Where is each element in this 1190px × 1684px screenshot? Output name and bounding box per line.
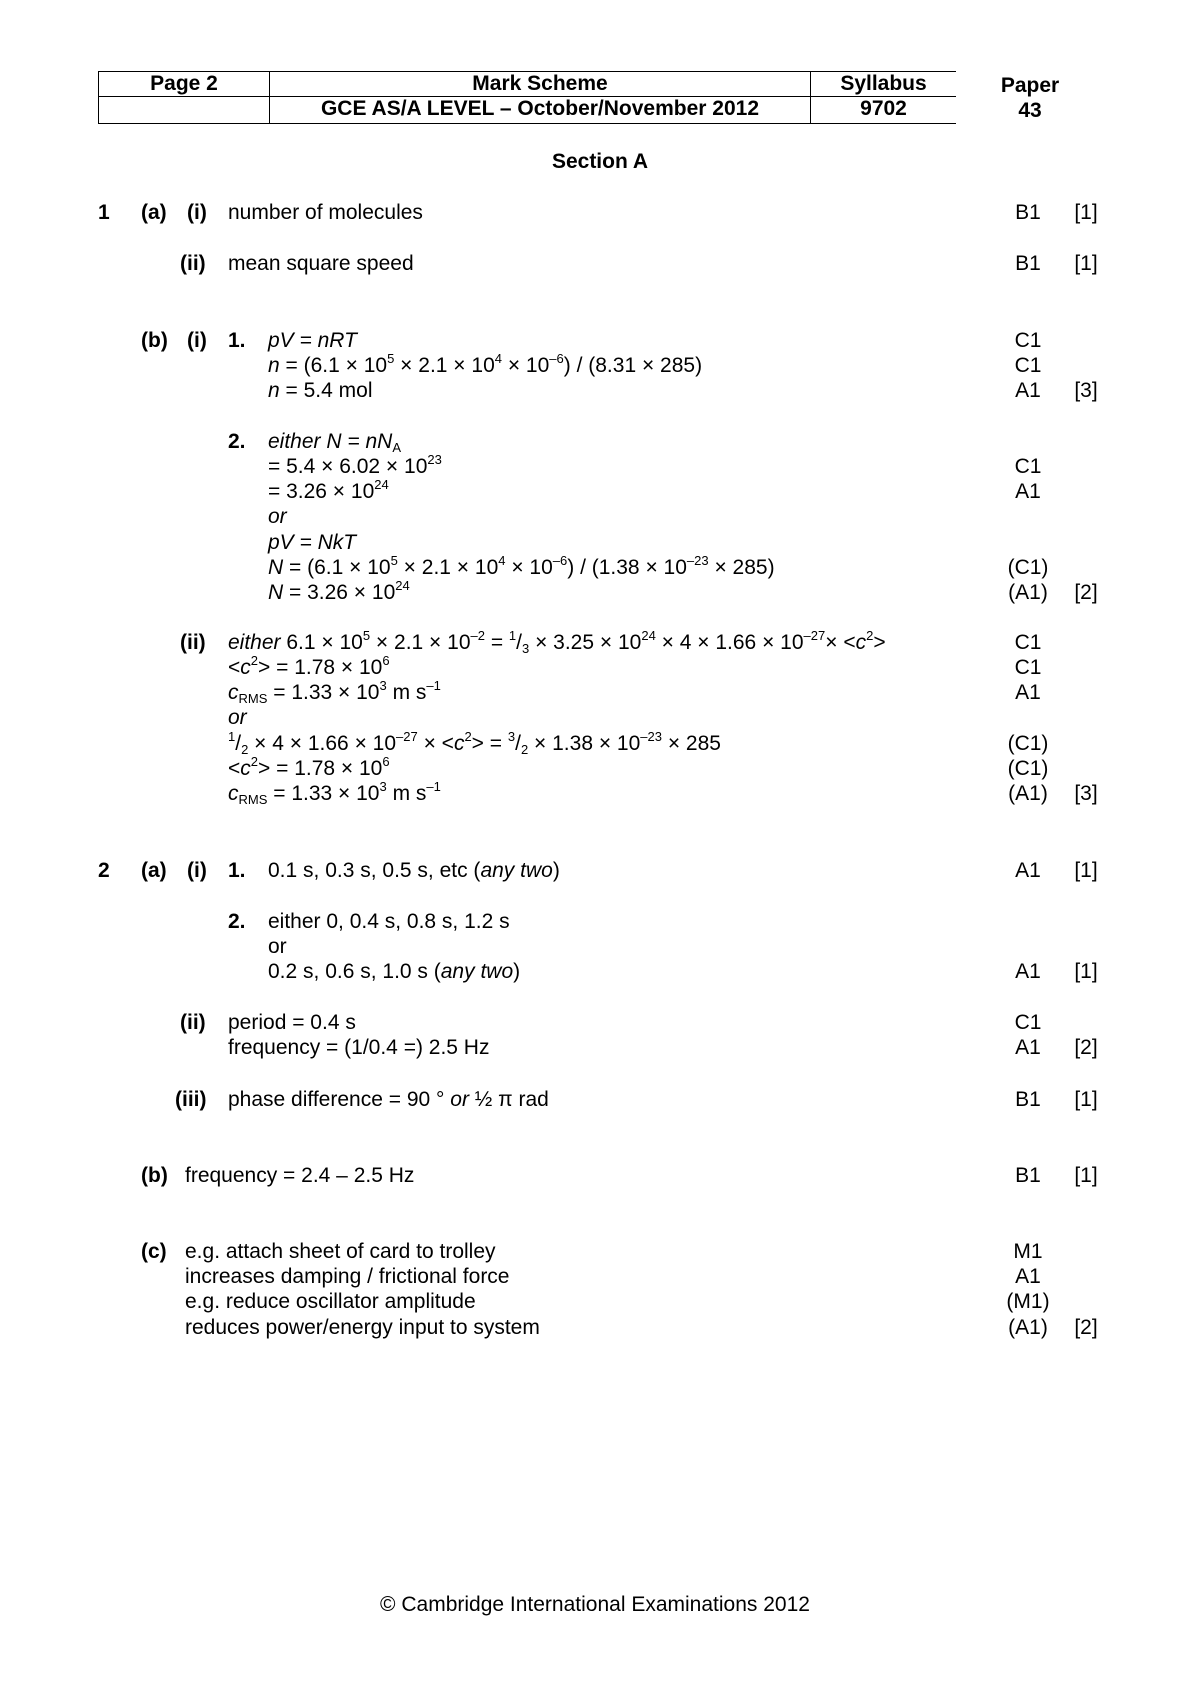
q2-b-label: (b) (141, 1164, 168, 1187)
eq-part: × 1.38 × 10 (528, 732, 641, 755)
var-c: c (228, 681, 239, 704)
q1-b-ii-mark-6: (A1) (1008, 782, 1048, 805)
q2-a-ii-label: (ii) (180, 1011, 206, 1034)
exp: 6 (382, 653, 390, 668)
exp: 2 (866, 628, 874, 643)
q2-a-i-2-total: [1] (1074, 960, 1098, 983)
exp: 5 (362, 628, 371, 643)
eq-part: × 4 × 1.66 × 10 (248, 732, 397, 755)
q1-b-i-2-line6 (268, 555, 775, 581)
q2-c-label: (c) (141, 1240, 167, 1263)
var-c: c (453, 732, 465, 755)
q2-a-iii-label: (iii) (175, 1088, 207, 1111)
q2-a-iii-text (228, 1087, 549, 1113)
q1-b-i-label: (i) (187, 329, 207, 352)
q2-c-mark-4: (A1) (1008, 1316, 1048, 1339)
exp: 24 (641, 628, 656, 643)
q2-c-total: [2] (1074, 1316, 1098, 1339)
eq-part: × 2.1 × 10 (394, 354, 495, 377)
q2-b-mark: B1 (1015, 1164, 1041, 1187)
exp: 2 (464, 729, 472, 744)
q2-a-i-1-mark: A1 (1015, 859, 1041, 882)
frac-den: 2 (241, 742, 249, 757)
text-part: ) (552, 859, 560, 882)
header-subtitle-text: GCE AS/A LEVEL – October/November 2012 (320, 97, 760, 120)
q1-a-ii-mark: B1 (1015, 252, 1041, 275)
exp: –23 (640, 729, 662, 744)
q1-a-i-text: number of molecules (228, 201, 423, 224)
header-title-text: Mark Scheme (472, 72, 608, 95)
exp: 24 (395, 578, 410, 593)
eq-part: × 285) (708, 556, 775, 579)
header-syllabus-code (810, 96, 956, 124)
q2-c-mark-3: (M1) (1006, 1290, 1050, 1313)
q1-b-ii-line7 (228, 781, 441, 807)
text-part: ) (513, 960, 521, 983)
text-part: phase difference = 90 ° (228, 1088, 451, 1111)
text-part: 0.1 s, 0.3 s, 0.5 s, etc ( (268, 859, 481, 882)
header-syllabus-label (810, 71, 956, 97)
eq-part: × 4 × 1.66 × 10 (655, 631, 804, 654)
q1-b-ii-line6 (228, 756, 390, 782)
exp: 5 (387, 351, 395, 366)
q1-b-ii-mark-5: (C1) (1007, 757, 1049, 780)
q2-a-ii-total: [2] (1074, 1036, 1098, 1059)
q1-b-ii-mark-4: (C1) (1007, 732, 1049, 755)
q2-a-i-1-text (268, 858, 560, 884)
q2-number: 2 (98, 859, 110, 882)
q2-a-i-label: (i) (187, 859, 207, 882)
frac-num: 3 (507, 729, 516, 744)
q1-a-i-label: (i) (187, 201, 207, 224)
var-c: c (240, 656, 251, 679)
header-page (98, 71, 270, 97)
either-word: either (228, 631, 281, 654)
q2-c-line3: e.g. reduce oscillator amplitude (185, 1290, 476, 1313)
eq-part: × 2.1 × 10 (370, 631, 471, 654)
text-italic: any two (480, 859, 553, 882)
q1-b-i-2-mark-4: (A1) (1008, 581, 1048, 604)
q2-a-i-1-label: 1. (228, 859, 246, 882)
q1-b-i-2-line7 (268, 580, 410, 606)
q1-b-ii-label: (ii) (180, 631, 206, 654)
q1-a-i-total: [1] (1074, 201, 1098, 224)
q2-a-ii-mark-2: A1 (1015, 1036, 1041, 1059)
q2-b-text: frequency = 2.4 – 2.5 Hz (185, 1164, 415, 1187)
var-c: c (228, 782, 239, 805)
q1-b-i-1-label: 1. (228, 329, 246, 352)
q1-b-ii-mark-2: C1 (1014, 656, 1042, 679)
text-italic: any two (440, 960, 514, 983)
var-n: n (268, 354, 280, 377)
eq-part: = 3.26 × 10 (268, 480, 375, 503)
q1-a-i-mark: B1 (1015, 201, 1041, 224)
q2-a-i-2-line2: or (268, 935, 287, 958)
header-page-text: Page 2 (150, 72, 218, 95)
q1-b-i-2-mark-3: (C1) (1007, 556, 1049, 579)
q2-c-mark-2: A1 (1015, 1265, 1041, 1288)
eq-part: < (228, 656, 241, 679)
exp: –1 (426, 779, 441, 794)
eq-part: = (6.1 × 10 (283, 556, 391, 579)
q2-a-i-2-mark: A1 (1015, 960, 1041, 983)
text-italic: or (450, 1088, 469, 1111)
q1-b-i-2-line3 (268, 479, 389, 505)
q2-a-ii-line2: frequency = (1/0.4 =) 2.5 Hz (228, 1036, 490, 1059)
eq-part: × 285 (662, 732, 721, 755)
eq-part: = 1.33 × 10 (267, 782, 380, 805)
q2-a-iii-mark: B1 (1015, 1088, 1041, 1111)
q2-a-i-2-label: 2. (228, 910, 246, 933)
header-title (269, 71, 811, 97)
q2-a-iii-total: [1] (1074, 1088, 1098, 1111)
q1-b-ii-line1: either $6.1 \times 10^5 \times 2.1 \times 10^{-2} = ^1/_3 \times 3.25 \times 10^{24} \times 4 \times 1.66 \times 10^{-27}\times <c^2>$ (228, 628, 886, 656)
q2-a-ii-line1: period = 0.4 s (228, 1011, 356, 1034)
footer-copyright: © Cambridge International Examinations 2012 (380, 1593, 810, 1616)
exp: 5 (390, 553, 398, 568)
q1-number: 1 (98, 201, 110, 224)
var-N: N (268, 581, 284, 604)
q1-b-ii-total: [3] (1074, 782, 1098, 805)
eq-part: < (228, 757, 241, 780)
q1-b-i-2-mark-2: A1 (1015, 480, 1041, 503)
eq-part: > (873, 631, 886, 654)
eq-part: > = (471, 732, 508, 755)
frac-den: 2 (520, 742, 529, 757)
eq-part: = 3.26 × 10 (283, 581, 396, 604)
exp: 3 (379, 678, 387, 693)
q1-b-ii-line5: $^1/_2 \times 4 \times 1.66 \times 10^{-27} \times <c^2> = ^3/_2 \times 1.38 \times 10^{-23} \times 285$ (228, 729, 721, 757)
exp: 6 (382, 754, 390, 769)
q1-b-ii-line2 (228, 655, 390, 681)
eq-part: × < (825, 631, 856, 654)
eq-part: m s (386, 681, 427, 704)
var-c: c (240, 757, 251, 780)
exp: 4 (498, 553, 506, 568)
q1-b-i-1-line2 (268, 353, 702, 379)
q1-b-i-2-label: 2. (228, 430, 246, 453)
eq-part: × 10 (502, 354, 550, 377)
q2-a-ii-mark-1: C1 (1014, 1011, 1042, 1034)
subscript: RMS (238, 792, 268, 807)
exp: 2 (250, 653, 258, 668)
exp: 23 (427, 452, 442, 467)
q1-b-i-1-total: [3] (1074, 379, 1098, 402)
exp: 4 (494, 351, 502, 366)
exp: 2 (250, 754, 258, 769)
text-part: ½ π rad (468, 1088, 549, 1111)
header-page-empty (98, 96, 270, 124)
q1-b-i-1-line3 (268, 378, 373, 404)
header-subtitle (269, 96, 811, 124)
exp: –1 (426, 678, 441, 693)
q1-b-i-2-line1 (268, 429, 401, 455)
q1-a-ii-label: (ii) (180, 252, 206, 275)
subscript: A (392, 440, 401, 455)
text-part: 0.2 s, 0.6 s, 1.0 s ( (268, 960, 441, 983)
q1-b-i-2-or: or (268, 505, 287, 528)
eq-part: > = 1.78 × 10 (258, 656, 383, 679)
var-N: N (268, 556, 284, 579)
var-n: n (268, 379, 280, 402)
eq-part: × < (417, 732, 454, 755)
q1-b-i-2-line5: pV = NkT (268, 531, 357, 554)
eq-part: × 10 (505, 556, 553, 579)
q1-b-ii-mark-1: C1 (1014, 631, 1042, 654)
exp: –6 (549, 351, 564, 366)
eq-part: > = 1.78 × 10 (258, 757, 383, 780)
q1-b-i-1-line1: pV = nRT (268, 329, 357, 352)
q1-b-i-2-line2 (268, 454, 442, 480)
q1-a-ii-total: [1] (1074, 252, 1098, 275)
eq-part: = 1.33 × 10 (267, 681, 380, 704)
eq-part: = (484, 631, 509, 654)
q1-b-i-1-mark-1: C1 (1014, 329, 1042, 352)
q2-a-i-2-line3 (268, 959, 520, 985)
eq-part: = 5.4 mol (279, 379, 373, 402)
q1-b-ii-line3 (228, 680, 441, 706)
exp: 3 (379, 779, 387, 794)
q2-b-total: [1] (1074, 1164, 1098, 1187)
q2-c-line4: reduces power/energy input to system (185, 1316, 540, 1339)
q1-a-label: (a) (141, 201, 167, 224)
q1-b-i-1-mark-2: C1 (1014, 354, 1042, 377)
subscript: RMS (238, 691, 268, 706)
exp: –6 (552, 553, 568, 568)
q1-b-i-2-mark-1: C1 (1014, 455, 1042, 478)
header-syllabus-code-text: 9702 (860, 97, 907, 120)
q2-c-mark-1: M1 (1013, 1240, 1043, 1263)
header-syllabus-label-text: Syllabus (840, 72, 927, 95)
q2-a-label: (a) (141, 859, 167, 882)
frac-den: 3 (522, 641, 530, 656)
eq-part: ) / (1.38 × 10 (567, 556, 687, 579)
var-c: c (855, 631, 867, 654)
exp: 24 (374, 477, 389, 492)
eq-part: 6.1 × 10 (280, 631, 363, 654)
eq-part: ) / (8.31 × 285) (563, 354, 703, 377)
header-paper-label: Paper (1000, 74, 1060, 97)
eq-part: N = nN (320, 430, 393, 453)
q1-b-ii-or: or (228, 706, 247, 729)
eq-part: × 2.1 × 10 (397, 556, 499, 579)
eq-part: m s (386, 782, 427, 805)
section-title: Section A (551, 150, 649, 173)
eq-part: = 5.4 × 6.02 × 10 (268, 455, 428, 478)
exp: –2 (470, 628, 485, 643)
q1-b-i-2-total: [2] (1074, 581, 1098, 604)
q2-a-i-1-total: [1] (1074, 859, 1098, 882)
q2-c-line1: e.g. attach sheet of card to trolley (185, 1240, 496, 1263)
q1-a-ii-text: mean square speed (228, 252, 414, 275)
q2-a-i-2-line1: either 0, 0.4 s, 0.8 s, 1.2 s (268, 910, 510, 933)
eq-part: × 3.25 × 10 (529, 631, 642, 654)
eq-part: = (6.1 × 10 (279, 354, 388, 377)
q2-c-line2: increases damping / frictional force (185, 1265, 510, 1288)
exp: –27 (803, 628, 826, 643)
frac-num: 1 (508, 628, 517, 643)
exp: –27 (396, 729, 418, 744)
q1-b-ii-mark-3: A1 (1015, 681, 1041, 704)
header-paper-code: 43 (1018, 99, 1042, 122)
exp: –23 (686, 553, 709, 568)
q1-b-i-1-mark-3: A1 (1015, 379, 1041, 402)
frac-num: 1 (228, 729, 236, 744)
either-word: either (268, 430, 321, 453)
q1-b-label: (b) (141, 329, 168, 352)
